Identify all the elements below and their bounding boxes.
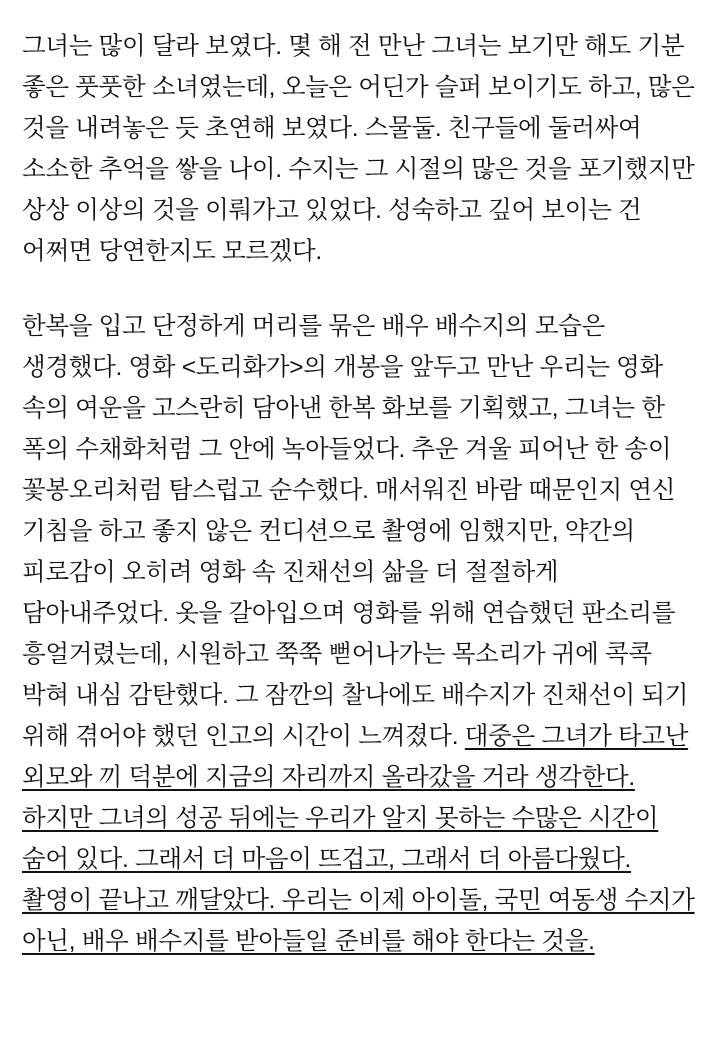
text-segment: 한복을 입고 단정하게 머리를 묶은 배우 배수지의 모습은 생경했다. 영화 <도리화가>의 개봉을 앞두고 만난 우리는 영화 속의 여운을 고스란히 담아낸 한복 화보를 기획했고, 그녀는 한 폭의 수채화처럼 그 안에 녹아들었다. 추운 겨울 피어난 한 송이 꽃봉오리처럼 탐스럽고 순수했다. 매서워진 바람 때문인지 연신 기침을 하고 좋지 않은 컨디션으로 촬영에 임했지만, 약간의 피로감이 오히려 영화 속 진채선의 삶을 더 절절하게 담아내주었다. 옷을 갈아입으며 영화를 위해 연습했던 판소리를 흥얼거렸는데, 시원하고 쭉쭉 뻗어나가는 목소리가 귀에 콕콕 박혀 내심 감탄했다. 그 잠깐의 찰나에도 배수지가 진채선이 되기 위해 겪어야 했던 인고의 시간이 느껴졌다. — [22, 313, 689, 750]
text-segment-underlined: 대중은 그녀가 타고난 외모와 끼 덕분에 지금의 자리까지 올라갔을 거라 생각한다. 하지만 그녀의 성공 뒤에는 우리가 알지 못하는 수많은 시간이 숨어 있다. 그래서 더 마음이 뜨겁고, 그래서 더 아름다웠다. 촬영이 끝나고 깨달았다. 우리는 이제 아이돌, 국민 여동생 수지가 아닌, 배우 배수지를 받아들일 준비를 해야 한다는 것을. — [22, 723, 695, 955]
paragraph-2 — [22, 306, 698, 962]
paragraph-1 — [22, 26, 698, 272]
text-segment: 그녀는 많이 달라 보였다. 몇 해 전 만난 그녀는 보기만 해도 기분 좋은 풋풋한 소녀였는데, 오늘은 어딘가 슬퍼 보이기도 하고, 많은 것을 내려놓은 듯 초연해 보였다. 스물둘. 친구들에 둘러싸여 소소한 추억을 쌓을 나이. 수지는 그 시절의 많은 것을 포기했지만 상상 이상의 것을 이뤄가고 있었다. 성숙하고 깊어 보이는 건 어쩌면 당연한지도 모르겠다. — [22, 33, 695, 265]
